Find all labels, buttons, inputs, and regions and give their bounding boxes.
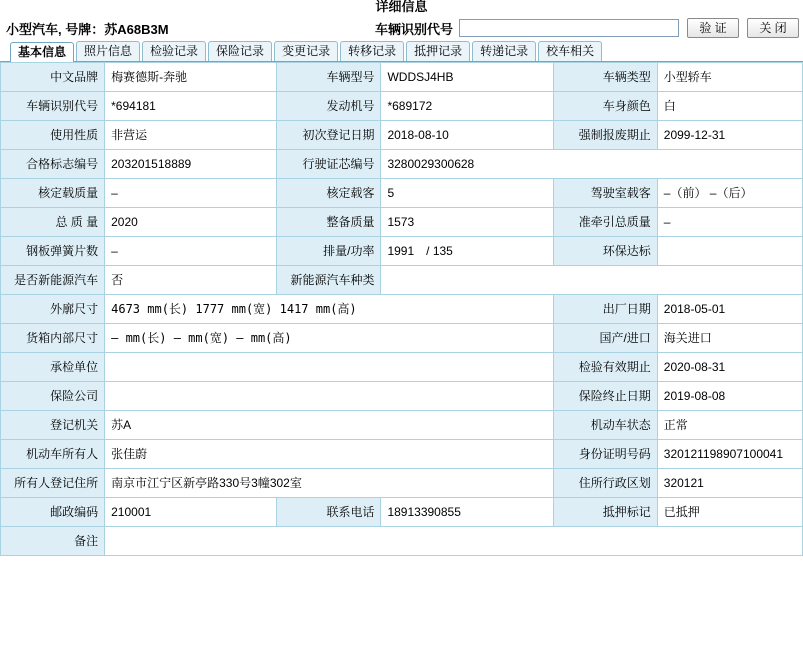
- curb-mass-label: 整备质量: [277, 208, 381, 237]
- phone-label: 联系电话: [277, 498, 381, 527]
- table-row: [1, 411, 803, 440]
- table-row: [1, 498, 803, 527]
- cab-seats-value: –（前） –（后）: [657, 179, 802, 208]
- brand-label: 中文品牌: [1, 63, 105, 92]
- body-color-value: 白: [657, 92, 802, 121]
- mortgage-label: 抵押标记: [553, 498, 657, 527]
- table-row: [1, 469, 803, 498]
- owner-label: 机动车所有人: [1, 440, 105, 469]
- verify-button[interactable]: 验 证: [687, 18, 739, 38]
- insurance-company-value: [105, 382, 554, 411]
- new-energy-type-value: [381, 266, 803, 295]
- table-row: [1, 295, 803, 324]
- curb-mass-value: 1573: [381, 208, 553, 237]
- spring-count-label: 钢板弹簧片数: [1, 237, 105, 266]
- inspection-org-label: 承检单位: [1, 353, 105, 382]
- mortgage-value: 已抵押: [657, 498, 802, 527]
- owner-address-label: 所有人登记住所: [1, 469, 105, 498]
- emission-standard-value: [657, 237, 802, 266]
- tab-change-records[interactable]: 变更记录: [274, 41, 338, 61]
- new-energy-value: 否: [105, 266, 277, 295]
- factory-date-value: 2018-05-01: [657, 295, 802, 324]
- close-button[interactable]: 关 闭: [747, 18, 799, 38]
- factory-date-label: 出厂日期: [553, 295, 657, 324]
- tab-bar: [0, 40, 803, 62]
- vehicle-status-label: 机动车状态: [553, 411, 657, 440]
- cargo-dimensions-label: 货箱内部尺寸: [1, 324, 105, 353]
- insurance-end-label: 保险终止日期: [553, 382, 657, 411]
- engine-value: *689172: [381, 92, 553, 121]
- postcode-value: 210001: [105, 498, 277, 527]
- registration-org-label: 登记机关: [1, 411, 105, 440]
- vin-value: *694181: [105, 92, 277, 121]
- body-color-label: 车身颜色: [553, 92, 657, 121]
- remark-value: [105, 527, 803, 556]
- plate-text: 小型汽车, 号牌：苏A68B3M: [6, 21, 169, 37]
- seats-label: 核定载客: [277, 179, 381, 208]
- id-number-value: 320121198907100041: [657, 440, 802, 469]
- toolbar: [0, 14, 803, 40]
- table-row: [1, 324, 803, 353]
- gross-mass-value: 2020: [105, 208, 277, 237]
- cab-seats-label: 驾驶室载客: [553, 179, 657, 208]
- dimensions-label: 外廓尺寸: [1, 295, 105, 324]
- tab-insurance-records[interactable]: 保险记录: [208, 41, 272, 61]
- first-registration-value: 2018-08-10: [381, 121, 553, 150]
- new-energy-type-label: 新能源汽车种类: [277, 266, 381, 295]
- vehicle-detail-table: [0, 62, 803, 556]
- table-row: [1, 440, 803, 469]
- table-row: [1, 527, 803, 556]
- origin-value: 海关进口: [657, 324, 802, 353]
- tab-inspection-records[interactable]: 检验记录: [142, 41, 206, 61]
- phone-value: 18913390855: [381, 498, 553, 527]
- origin-label: 国产/进口: [553, 324, 657, 353]
- table-row: [1, 179, 803, 208]
- inspection-org-value: [105, 353, 554, 382]
- use-nature-value: 非营运: [105, 121, 277, 150]
- table-row: [1, 121, 803, 150]
- address-division-value: 320121: [657, 469, 802, 498]
- tow-mass-value: –: [657, 208, 802, 237]
- load-mass-value: –: [105, 179, 277, 208]
- table-row: [1, 353, 803, 382]
- license-chip-value: 3280029300628: [381, 150, 803, 179]
- owner-value: 张佳蔚: [105, 440, 554, 469]
- tow-mass-label: 准牵引总质量: [553, 208, 657, 237]
- tab-photo-info[interactable]: 照片信息: [76, 41, 140, 61]
- tab-transfer-records[interactable]: 转移记录: [340, 41, 404, 61]
- license-chip-label: 行驶证芯编号: [277, 150, 381, 179]
- vin-label: 车辆识别代号: [1, 92, 105, 121]
- scrap-date-value: 2099-12-31: [657, 121, 802, 150]
- spring-count-value: –: [105, 237, 277, 266]
- dimensions-value: 4673 mm(长) 1777 mm(宽) 1417 mm(高): [105, 295, 554, 324]
- new-energy-label: 是否新能源汽车: [1, 266, 105, 295]
- tab-basic-info[interactable]: 基本信息: [10, 42, 74, 62]
- model-label: 车辆型号: [277, 63, 381, 92]
- insurance-end-value: 2019-08-08: [657, 382, 802, 411]
- table-row: [1, 63, 803, 92]
- seats-value: 5: [381, 179, 553, 208]
- inspection-valid-label: 检验有效期止: [553, 353, 657, 382]
- displacement-power-value: 1991 / 135: [381, 237, 553, 266]
- vin-search-input[interactable]: [459, 19, 679, 37]
- tab-school-bus[interactable]: 校车相关: [538, 41, 602, 61]
- table-row: [1, 237, 803, 266]
- registration-org-value: 苏A: [105, 411, 554, 440]
- postcode-label: 邮政编码: [1, 498, 105, 527]
- table-row: [1, 208, 803, 237]
- vin-search-label: 车辆识别代号: [374, 21, 453, 37]
- remark-label: 备注: [1, 527, 105, 556]
- gross-mass-label: 总 质 量: [1, 208, 105, 237]
- load-mass-label: 核定载质量: [1, 179, 105, 208]
- brand-value: 梅赛德斯-奔驰: [105, 63, 277, 92]
- cargo-dimensions-value: – mm(长) – mm(宽) – mm(高): [105, 324, 554, 353]
- use-nature-label: 使用性质: [1, 121, 105, 150]
- vehicle-type-label: 车辆类型: [553, 63, 657, 92]
- address-division-label: 住所行政区划: [553, 469, 657, 498]
- inspection-valid-value: 2020-08-31: [657, 353, 802, 382]
- certificate-no-label: 合格标志编号: [1, 150, 105, 179]
- table-row: [1, 92, 803, 121]
- id-number-label: 身份证明号码: [553, 440, 657, 469]
- scrap-date-label: 强制报废期止: [553, 121, 657, 150]
- emission-standard-label: 环保达标: [553, 237, 657, 266]
- model-value: WDDSJ4HB: [381, 63, 553, 92]
- tab-delivery-records[interactable]: 转递记录: [472, 41, 536, 61]
- certificate-no-value: 203201518889: [105, 150, 277, 179]
- vehicle-type-value: 小型轿车: [657, 63, 802, 92]
- table-row: [1, 382, 803, 411]
- engine-label: 发动机号: [277, 92, 381, 121]
- insurance-company-label: 保险公司: [1, 382, 105, 411]
- vehicle-status-value: 正常: [657, 411, 802, 440]
- tab-mortgage-records[interactable]: 抵押记录: [406, 41, 470, 61]
- table-row: [1, 150, 803, 179]
- displacement-power-label: 排量/功率: [277, 237, 381, 266]
- table-row: [1, 266, 803, 295]
- owner-address-value: 南京市江宁区新亭路330号3幢302室: [105, 469, 554, 498]
- window-title: 详细信息: [375, 0, 428, 14]
- first-registration-label: 初次登记日期: [277, 121, 381, 150]
